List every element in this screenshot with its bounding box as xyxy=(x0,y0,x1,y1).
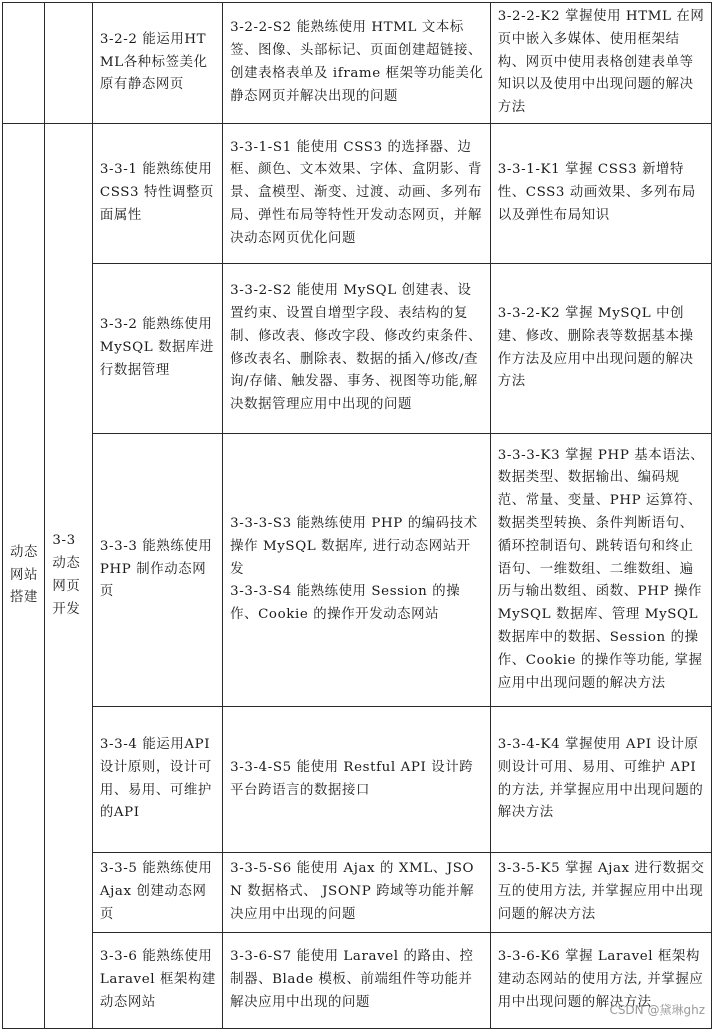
ability-cell: 3-2-2 能运用HTML各种标签美化原有静态网页 xyxy=(92,3,222,124)
table-row xyxy=(3,853,712,933)
task-cell: 3-3 动态网页开发 xyxy=(45,124,93,1029)
skill-cell xyxy=(223,707,491,853)
knowledge-cell: 3-3-5-K5 掌握 Ajax 进行数据交互的使用方法, 并掌握应用中出现问题的解决方法 xyxy=(490,853,711,933)
skill-item: 3-2-2-S2 能熟练使用 HTML 文本标签、图像、头部标记、页面创建超链接、创建表格表单及 iframe 框架等功能美化静态网页并解决出现的问题 xyxy=(230,20,484,104)
knowledge-cell: 3-2-2-K2 掌握使用 HTML 在网页中嵌入多媒体、使用框架结构、网页中使用表格创建表单等知识以及使用中出现问题的解决方法 xyxy=(490,3,711,124)
skill-cell xyxy=(223,264,491,434)
knowledge-cell: 3-3-2-K2 掌握 MySQL 中创建、修改、删除表等数据基本操作方法及应用中出现问题的解决方法 xyxy=(490,264,711,434)
table-row xyxy=(3,3,712,124)
skill-item: 3-3-2-S2 能使用 MySQL 创建表、设置约束、设置自增型字段、表结构的复制、修改表、修改字段、修改约束条件、修改表名、删除表、数据的插入/修改/查询/存储、触发器、事务、视图等功能,解决数据管理应用中出现的问题 xyxy=(230,283,482,413)
table-row xyxy=(3,707,712,853)
ability-cell: 3-3-2 能熟练使用 MySQL 数据库进行数据管理 xyxy=(92,264,222,434)
task-cell-empty xyxy=(45,3,93,124)
knowledge-cell: 3-3-6-K6 掌握 Laravel 框架构建动态网站的使用方法, 并掌握应用中出现问题的解决方法 xyxy=(490,933,711,1029)
skill-cell xyxy=(223,933,491,1029)
competency-table xyxy=(2,2,712,1029)
ability-cell: 3-3-4 能运用API设计原则，设计可用、易用、可维护的API xyxy=(92,707,222,853)
skill-cell xyxy=(223,3,491,124)
skill-item: 3-3-1-S1 能使用 CSS3 的选择器、边框、颜色、文本效果、字体、盒阴影、背景、盒模型、渐变、过渡、动画、多列布局、弹性布局等特性开发动态网页，并解决动态网页优化问题 xyxy=(230,139,482,246)
ability-cell: 3-3-1 能熟练使用 CSS3 特性调整页面属性 xyxy=(92,124,222,264)
table-row xyxy=(3,434,712,707)
knowledge-cell: 3-3-1-K1 掌握 CSS3 新增特性、CSS3 动画效果、多列布局以及弹性布局知识 xyxy=(490,124,711,264)
skill-item: 3-3-5-S6 能使用 Ajax 的 XML、JSON 数据格式、 JSONP 跨域等功能并解决应用中出现的问题 xyxy=(230,861,475,922)
skill-cell xyxy=(223,124,491,264)
skill-item: 3-3-6-S7 能使用 Laravel 的路由、控制器、Blade 模板、前端组件等功能并解决应用中出现的问题 xyxy=(230,949,474,1010)
skill-item: 3-3-4-S5 能使用 Restful API 设计跨平台跨语言的数据接口 xyxy=(230,759,474,798)
domain-cell: 动态网站搭建 xyxy=(3,124,45,1029)
knowledge-cell: 3-3-3-K3 掌握 PHP 基本语法、数据类型、数据输出、编码规范、常量、变量、PHP 运算符、数据类型转换、条件判断语句、循环控制语句、跳转语句和终止语句、一维数组、二维数组、遍历与输出数组、函数、PHP 操作 MySQL 数据库、管理 MySQL 数据库中的数据、Session 的操作、Cookie 的操作等功能, 掌握应用中出现问题的解决方法 xyxy=(490,434,711,707)
ability-cell: 3-3-6 能熟练使用 Laravel 框架构建动态网站 xyxy=(92,933,222,1029)
knowledge-cell: 3-3-4-K4 掌握使用 API 设计原则设计可用、易用、可维护 API 的方法, 并掌握应用中出现问题的解决方法 xyxy=(490,707,711,853)
table-row xyxy=(3,933,712,1029)
ability-cell: 3-3-3 能熟练使用 PHP 制作动态网页 xyxy=(92,434,222,707)
table-row xyxy=(3,264,712,434)
table-row xyxy=(3,124,712,264)
skill-cell xyxy=(223,434,491,707)
skill-cell xyxy=(223,853,491,933)
skill-item: 3-3-3-S4 能熟练使用 Session 的操作、Cookie 的操作开发动态网站 xyxy=(230,584,461,623)
skill-item: 3-3-3-S3 能熟练使用 PHP 的编码技术操作 MySQL 数据库, 进行动态网站开发 xyxy=(230,516,478,577)
ability-cell: 3-3-5 能熟练使用 Ajax 创建动态网页 xyxy=(92,853,222,933)
domain-cell-empty xyxy=(3,3,45,124)
csdn-watermark: CSDN @黛琳ghz xyxy=(609,1003,705,1017)
